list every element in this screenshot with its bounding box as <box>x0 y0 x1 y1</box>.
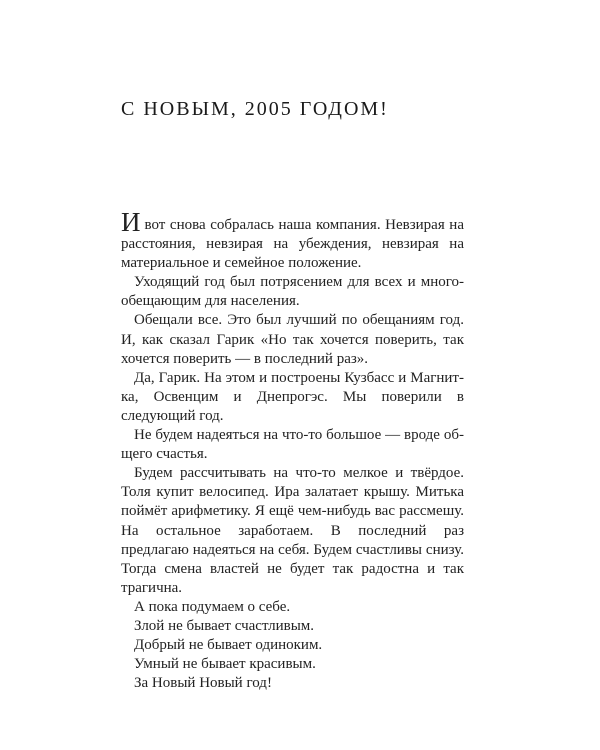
paragraph-7: А пока подумаем о себе. <box>134 598 291 615</box>
drop-cap: И <box>121 207 141 237</box>
paragraph-6: Будем рассчитывать на что-то мелкое и твёрдое. Толя купит велосипед. Ира залатает крышу. Митька поймёт арифметику. Я ещё чем-нибудь вас рассмешу. На остальное заработаем. В последний раз предлагаю надеяться на себя. Будем счастливы снизу. Тогда смена властей не будет так радостна и так трагична. <box>121 465 464 596</box>
paragraph-1-text: вот снова собралась наша компания. Невзирая на расстояния, невзирая на убеждения, невзирая на материальное и семейное положение. <box>121 217 464 272</box>
paragraph-5: Не будем надеяться на что-то большое — вроде общего счастья. <box>121 427 464 463</box>
chapter-title: С НОВЫМ, 2005 ГОДОМ! <box>121 98 389 120</box>
paragraph-4: Да, Гарик. На этом и построены Кузбасс и Магнитка, Освенцим и Днепрогэс. Мы поверили в следующий год. <box>121 369 464 424</box>
chapter-body <box>121 207 464 693</box>
paragraph-2: Уходящий год был потрясением для всех и многообещающим для населения. <box>121 274 464 310</box>
paragraph-10: Умный не бывает красивым. <box>134 656 316 673</box>
paragraph-3: Обещали все. Это был лучший по обещаниям год. И, как сказал Гарик «Но так хочется поверить, так хочется поверить — в последний раз». <box>121 312 464 367</box>
paragraph-1 <box>121 207 464 273</box>
paragraph-8: Злой не бывает счастливым. <box>134 617 315 634</box>
paragraph-11: За Новый Новый год! <box>134 675 272 692</box>
paragraph-9: Добрый не бывает одиноким. <box>134 637 323 654</box>
